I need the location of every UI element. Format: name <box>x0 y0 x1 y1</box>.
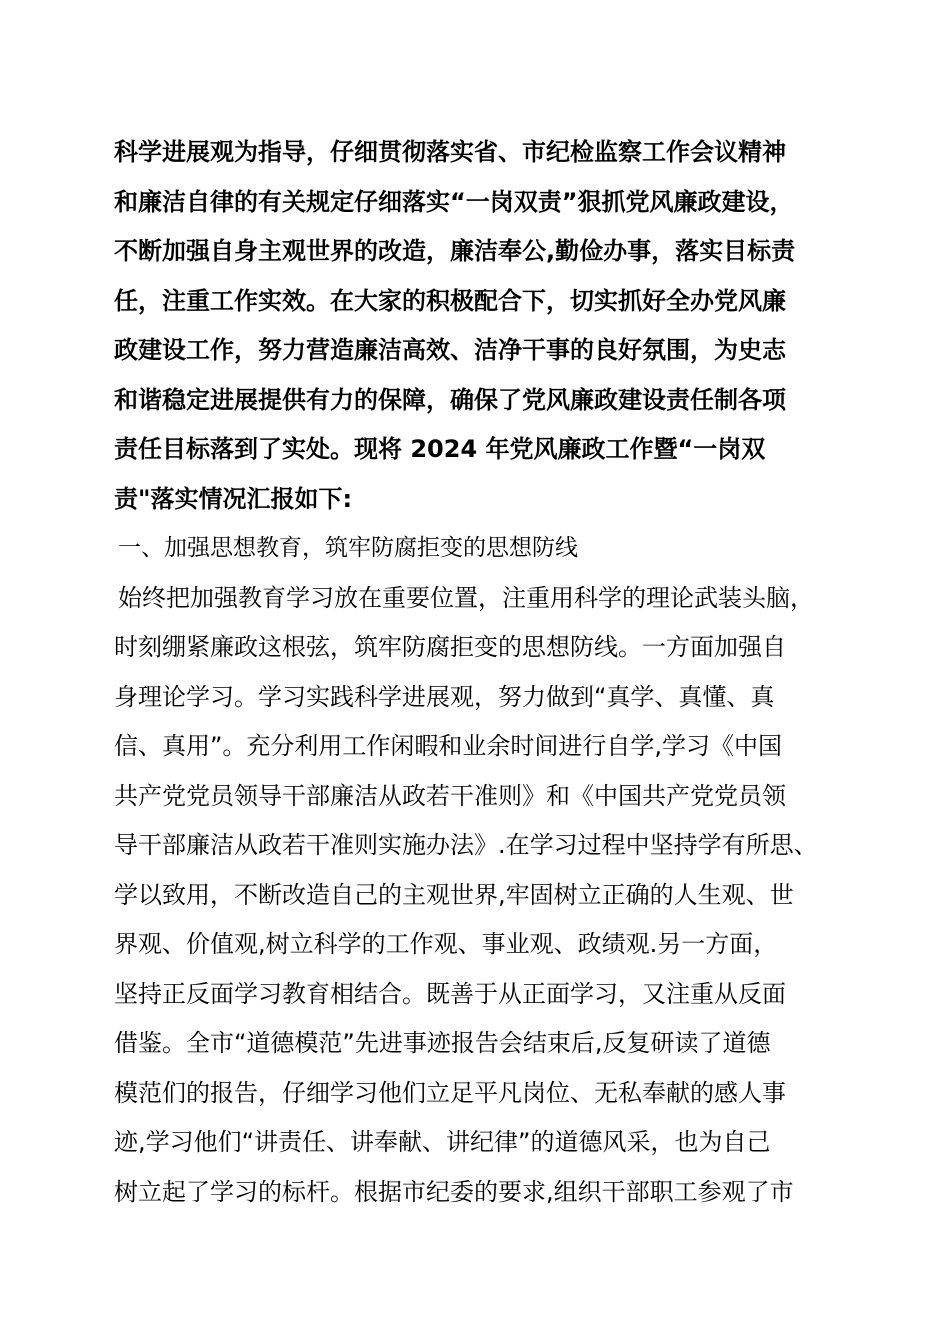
section-heading: 一、加强思想教育，筑牢防腐拒变的思想防线 <box>118 535 578 561</box>
paragraph-line: 始终把加强教育学习放在重要位置，注重用科学的理论武装头脑， <box>118 584 814 612</box>
paragraph-line: 迹,学习他们“讲责任、讲奉献、讲纪律”的道德风采，也为自己 <box>114 1128 771 1156</box>
paragraph-line: 树立起了学习的标杆。根据市纪委的要求,组织干部职工参观了市 <box>114 1178 794 1206</box>
paragraph-line: 时刻绷紧廉政这根弦，筑牢防腐拒变的思想防线。一方面加强自 <box>114 633 786 661</box>
paragraph-line: 学以致用，不断改造自己的主观世界,牢固树立正确的人生观、世 <box>114 881 794 909</box>
paragraph-line: 和廉洁自律的有关规定仔细落实“一岗双责”狠抓党风廉政建设， <box>114 188 794 216</box>
paragraph-line: 导干部廉洁从政若干准则实施办法》.在学习过程中坚持学有所思、 <box>114 831 818 859</box>
paragraph-line: 身理论学习。学习实践科学进展观，努力做到“真学、真懂、真 <box>114 683 775 711</box>
paragraph-line: 政建设工作，努力营造廉洁高效、洁净干事的良好氛围，为史志 <box>114 336 786 364</box>
paragraph-line: 界观、价值观,树立科学的工作观、事业观、政绩观.另一方面， <box>114 930 778 958</box>
paragraph-line: 不断加强自身主观世界的改造，廉洁奉公,勤俭办事，落实目标责 <box>114 237 796 265</box>
paragraph-line: 责任目标落到了实处。现将 2024 年党风廉政工作暨“一岗双 <box>114 435 766 463</box>
paragraph-line: 任，注重工作实效。在大家的积极配合下，切实抓好全办党风廉 <box>114 287 786 315</box>
paragraph-line: 坚持正反面学习教育相结合。既善于从正面学习，又注重从反面 <box>114 980 786 1008</box>
paragraph-line: 共产党党员领导干部廉洁从政若干准则》和《中国共产党党员领 <box>114 782 786 810</box>
paragraph-line: 科学进展观为指导，仔细贯彻落实省、市纪检监察工作会议精神 <box>114 138 786 166</box>
paragraph-line: 借鉴。全市“道德模范”先进事迹报告会结束后,反复研读了道德 <box>114 1029 771 1057</box>
paragraph-line: 责"落实情况汇报如下: <box>114 485 353 513</box>
paragraph-line: 和谐稳定进展提供有力的保障，确保了党风廉政建设责任制各项 <box>114 386 786 414</box>
paragraph-line: 模范们的报告，仔细学习他们立足平凡岗位、无私奉献的感人事 <box>114 1079 786 1107</box>
paragraph-line: 信、真用”。充分利用工作闲暇和业余时间进行自学,学习《中国 <box>114 732 783 760</box>
